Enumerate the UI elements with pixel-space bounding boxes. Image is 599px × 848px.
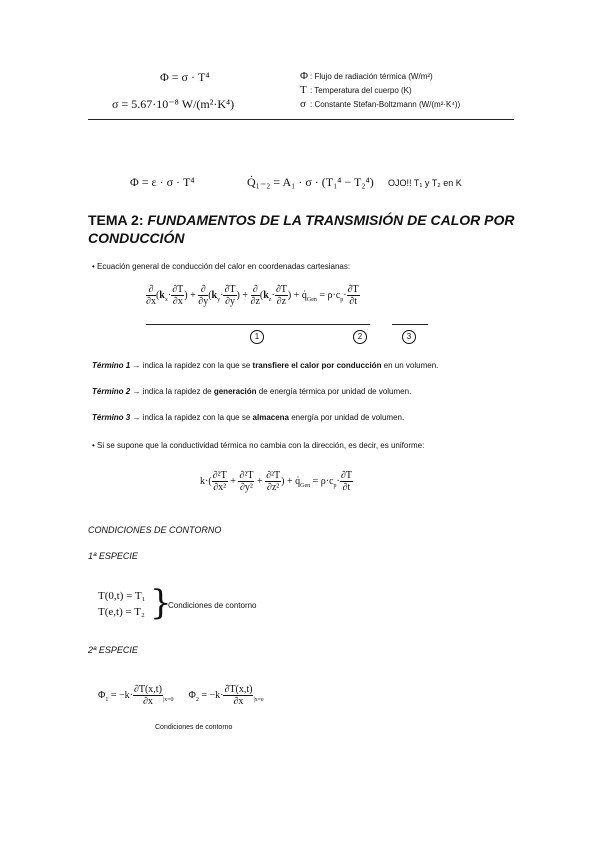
section-title: TEMA 2: FUNDAMENTOS DE LA TRANSMISIÓN DE CALOR POR CONDUCCIÓN [88, 212, 515, 246]
first-kind-heading: 1ª ESPECIE [88, 551, 138, 561]
first-kind-label: Condiciones de contorno [168, 601, 257, 610]
uniform-heat-equation: k·( $\frac{\text{∂²T}}{\text{∂x²}}$ + $\frac{\text{∂²T}}{\text{∂y²}}$ + $\frac{\text{∂²T}}{\text{∂z²}}$ ) + $q̇_{Gen} = \rho\cdot c_p\cdot$ $\frac{\partial T}{\partial t}$ [200, 470, 352, 493]
term2-underline [348, 324, 370, 325]
term-3-description: Término 3 → indica la rapidez con la que se almacena energía por unidad de volumen. [92, 413, 405, 422]
eq-grey-body: Φ = ε · σ · T⁴ [130, 175, 195, 189]
second-kind-label: Condiciones de contorno [155, 724, 233, 731]
boundary-heading: CONDICIONES DE CONTORNO [88, 525, 222, 535]
eq-radiation-exchange: Q̇₁₋₂ = A₁ · σ · (T₁⁴ − T₂⁴) [247, 175, 374, 189]
general-heat-equation: $\frac{\partial}{\partial x}$ ($k_x\cdot$ $\frac{\partial T}{\partial x}$ ) + $\frac{\partial}{\partial y}$ ($k_y\cdot$ $\frac{\partial T}{\partial y}$ ) + $\frac{\partial}{\partial z}$ ($k_z\cdot$ $\frac{\partial T}{\partial z}$ ) + $q̇_{Gen} = \rho\cdot c_p\cdot$ $\frac{\partial T}{\partial t}$ [146, 284, 359, 307]
second-kind-equations: $\Phi_1 = -k\cdot$ $\frac{\partial T(x,t)}{\partial x}$ $_{|x=0}$ $\Phi_2 = -k\cdot$ $\frac{\partial T(x,t)}{\partial x}$ $_{|x=e}$ [98, 684, 264, 707]
legend-item: T : Temperatura del cuerpo (K) [300, 84, 412, 96]
brace-icon: } [150, 583, 172, 623]
first-kind-eq-b: T(e,t) = T₂ [98, 606, 145, 618]
eq-sigma-value: σ = 5.67·10⁻⁸ W/(m²·K⁴) [112, 97, 235, 111]
term-number-2: 2 [353, 330, 367, 344]
uniform-intro: • Si se supone que la conductividad térmica no cambia con la dirección, es decir, es uniforme: [92, 441, 425, 450]
term3-underline [392, 324, 428, 325]
kelvin-note: OJO!! T₁ y T₂ en K [388, 178, 462, 188]
term-number-3: 3 [402, 330, 416, 344]
legend-item: Φ : Flujo de radiación térmica (W/m²) [300, 70, 433, 82]
term-2-description: Término 2 → indica la rapidez de generación de energía térmica por unidad de volumen. [92, 387, 412, 396]
legend-item: σ : Constante Stefan-Boltzmann (W/(m²·K⁴)) [300, 98, 461, 110]
divider [88, 119, 514, 120]
general-eq-intro: • Ecuación general de conducción del calor en coordenadas cartesianas: [92, 262, 351, 271]
first-kind-eq-a: T(0,t) = T₁ [98, 590, 146, 602]
term-number-1: 1 [250, 330, 264, 344]
second-kind-heading: 2ª ESPECIE [88, 645, 138, 655]
symbol-legend [300, 70, 460, 112]
eq-stefan-boltzmann: Φ = σ · T⁴ [160, 70, 210, 84]
term-1-description: Término 1 → indica la rapidez con la que se transfiere el calor por conducción en un volumen. [92, 361, 439, 370]
term1-underline [146, 324, 366, 325]
